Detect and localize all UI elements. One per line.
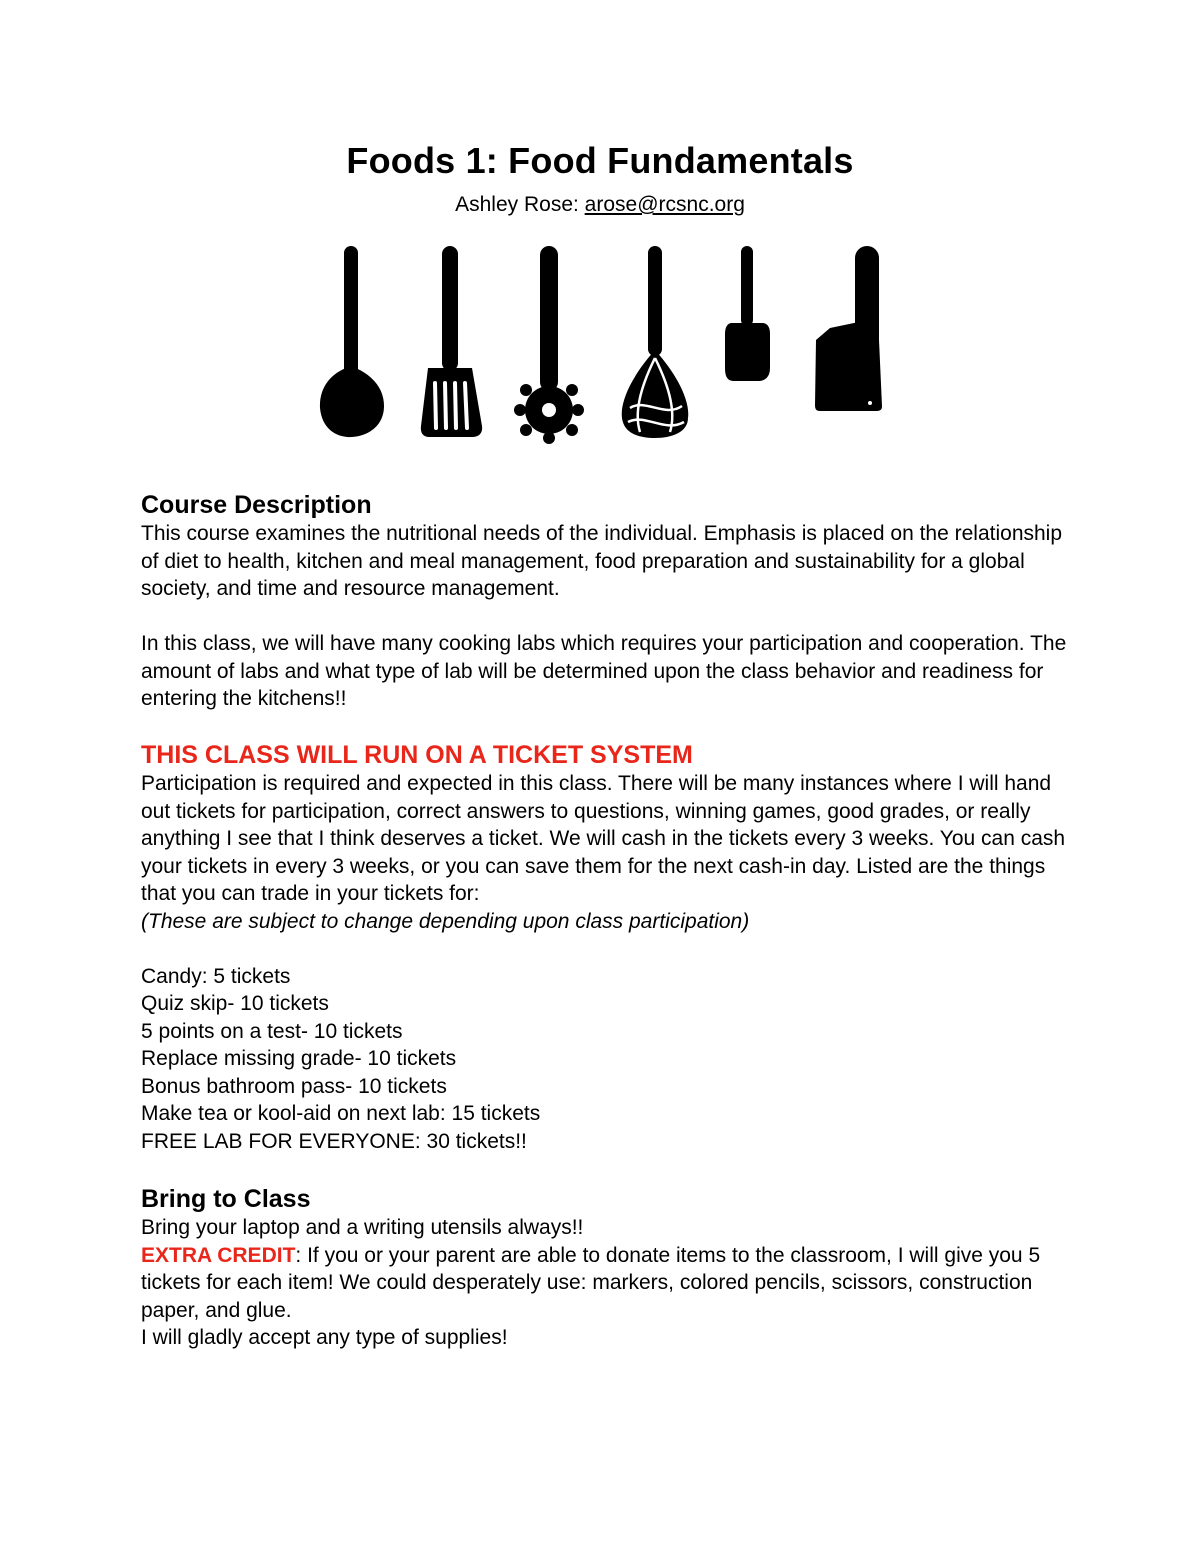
- bring-line: Bring your laptop and a writing utensils always!!: [141, 1216, 584, 1239]
- labs-paragraph: In this class, we will have many cooking labs which requires your participation and cooperation. The amount of labs and what type of lab will be determined upon the class behavior and readiness for entering the kitchens!!: [141, 632, 1067, 710]
- extra-credit-label: EXTRA CREDIT: [141, 1243, 296, 1267]
- list-item: Bonus bathroom pass- 10 tickets: [141, 1074, 447, 1098]
- extra-credit-text: : If you or your parent are able to donate items to the classroom, I will give you 5 tickets for each item! We could desperately use: markers, colored pencils, scissors, construction paper, and glue.: [141, 1243, 1041, 1322]
- whisk-icon: [622, 246, 688, 438]
- bring-to-class-section: [141, 1184, 1071, 1352]
- list-item: Replace missing grade- 10 tickets: [141, 1047, 457, 1070]
- list-item: Make tea or kool-aid on next lab: 15 tickets: [141, 1102, 541, 1125]
- ticket-system-section: [141, 740, 1071, 1155]
- slotted-spatula-icon: [421, 246, 482, 437]
- supplies-line: I will gladly accept any type of supplies!: [141, 1326, 508, 1349]
- spatula-icon: [725, 246, 770, 381]
- ticket-rewards-list: [141, 963, 1071, 1156]
- ticket-system-note: (These are subject to change depending upon class participation): [141, 909, 750, 933]
- ladle-icon: [320, 246, 384, 437]
- list-item: Quiz skip- 10 tickets: [141, 992, 329, 1015]
- course-description-section: [141, 490, 1071, 713]
- bring-to-class-heading: Bring to Class: [141, 1185, 311, 1213]
- course-description-paragraph: This course examines the nutritional needs of the individual. Emphasis is placed on the relationship of diet to health, kitchen and meal management, food preparation and sustainability for a global society, and time and resource management.: [141, 522, 1063, 600]
- pasta-server-icon: [514, 246, 584, 444]
- ticket-system-heading: THIS CLASS WILL RUN ON A TICKET SYSTEM: [141, 741, 693, 769]
- cleaver-icon: [815, 246, 882, 411]
- author-name: Ashley Rose:: [455, 193, 585, 216]
- author-email-link[interactable]: arose@rcsnc.org: [584, 193, 745, 216]
- list-item: 5 points on a test- 10 tickets: [141, 1019, 403, 1043]
- extra-credit-paragraph: [141, 1242, 1071, 1325]
- page-title: Foods 1: Food Fundamentals: [346, 140, 854, 181]
- list-item: Candy: 5 tickets: [141, 964, 291, 988]
- list-item: FREE LAB FOR EVERYONE: 30 tickets!!: [141, 1129, 527, 1153]
- course-description-heading: Course Description: [141, 491, 372, 519]
- kitchen-utensils-illustration: [300, 238, 900, 448]
- ticket-system-paragraph: Participation is required and expected in this class. There will be many instances where I will hand out tickets for participation, correct answers to questions, winning games, good grades, or really anything I see that I think deserves a ticket. We will cash in the tickets every 3 weeks. You can cash your tickets in every 3 weeks, or you can save them for the next cash-in day. Listed are the things that you can trade in your tickets for:: [141, 772, 1066, 905]
- author-line: [0, 193, 1200, 217]
